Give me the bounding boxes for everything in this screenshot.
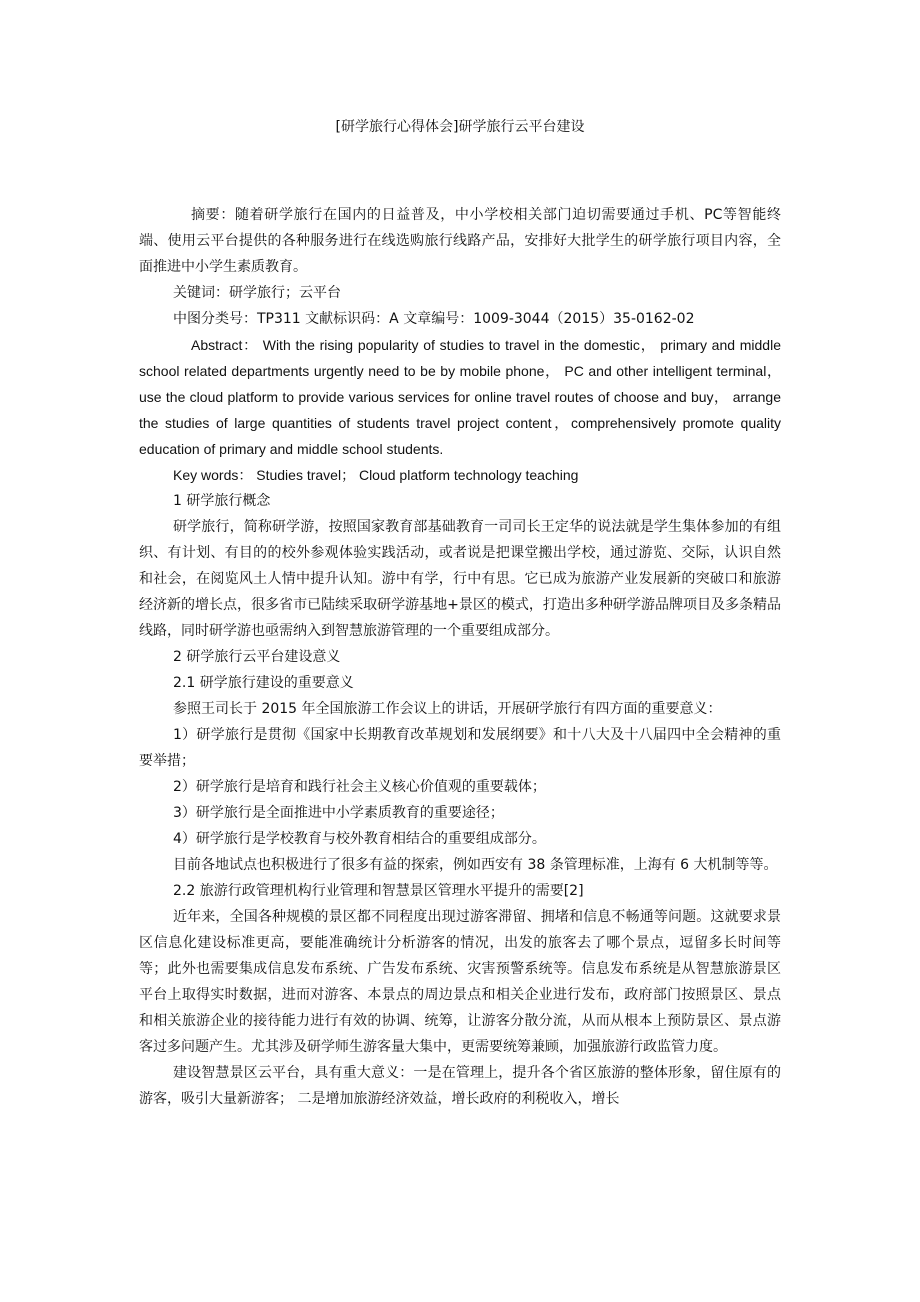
point-1: 1）研学旅行是贯彻《国家中长期教育改革规划和发展纲要》和十八大及十八届四中全会精神的重要举措； xyxy=(139,727,781,769)
abstract-cn: 摘要：随着研学旅行在国内的日益普及，中小学校相关部门迫切需要通过手机、PC等智能终端、使用云平台提供的各种服务进行在线选购旅行线路产品，安排好大批学生的研学旅行项目内容，全面推进中小学生素质教育。 xyxy=(139,207,781,275)
section-2-2-paragraph-2: 建设智慧景区云平台，具有重大意义：一是在管理上，提升各个省区旅游的整体形象，留住原有的游客，吸引大量新游客； 二是增加旅游经济效益，增长政府的利税收入，增长 xyxy=(139,1065,781,1107)
point-4: 4）研学旅行是学校教育与校外教育相结合的重要组成部分。 xyxy=(173,831,546,847)
keywords-en: Key words： Studies travel； Cloud platform technology teaching xyxy=(173,467,579,483)
keywords-cn: 关键词：研学旅行；云平台 xyxy=(173,285,341,301)
point-2: 2）研学旅行是培育和践行社会主义核心价值观的重要载体； xyxy=(173,779,546,795)
section-2-1-intro: 参照王司长于 2015 年全国旅游工作会议上的讲话，开展研学旅行有四方面的重要意义： xyxy=(173,701,722,717)
document-body xyxy=(139,202,781,1112)
section-1-heading: 1 研学旅行概念 xyxy=(173,493,271,509)
section-2-2-paragraph-1: 近年来，全国各种规模的景区都不同程度出现过游客滞留、拥堵和信息不畅通等问题。这就要求景区信息化建设标准更高，要能准确统计分析游客的情况，出发的旅客去了哪个景点，逗留多长时间等等；此外也需要集成信息发布系统、广告发布系统、灾害预警系统等。信息发布系统是从智慧旅游景区平台上取得实时数据，进而对游客、本景点的周边景点和相关企业进行发布，政府部门按照景区、景点和相关旅游企业的接待能力进行有效的协调、统筹，让游客分散分流，从而从根本上预防景区、景点游客过多问题产生。尤其涉及研学师生游客量大集中，更需要统筹兼顾，加强旅游行政监管力度。 xyxy=(139,909,781,1055)
abstract-en: Abstract： With the rising popularity of studies to travel in the domestic， primary and middle school related departments urgently need to be by mobile phone， PC and other intelligent terminal， use the cloud platform to provide various services for online travel routes of choose and buy， arrange the studies of large quantities of students travel project content，comprehensively promote quality education of primary and middle school students. xyxy=(139,337,781,457)
classification-line: 中图分类号：TP311 文献标识码：A 文章编号：1009-3044（2015）35-0162-02 xyxy=(173,311,695,327)
section-2-1-outro: 目前各地试点也积极进行了很多有益的探索，例如西安有 38 条管理标准，上海有 6 大机制等等。 xyxy=(173,857,778,873)
section-2-1-heading: 2.1 研学旅行建设的重要意义 xyxy=(173,675,354,691)
document-title: [研学旅行心得体会]研学旅行云平台建设 xyxy=(335,119,585,135)
point-3: 3）研学旅行是全面推进中小学素质教育的重要途径； xyxy=(173,805,504,821)
section-2-2-heading: 2.2 旅游行政管理机构行业管理和智慧景区管理水平提升的需要[2] xyxy=(173,883,584,899)
section-1-paragraph: 研学旅行，简称研学游，按照国家教育部基础教育一司司长王定华的说法就是学生集体参加的有组织、有计划、有目的的校外参观体验实践活动，或者说是把课堂搬出学校，通过游览、交际，认识自然和社会，在阅览风土人情中提升认知。游中有学，行中有思。它已成为旅游产业发展新的突破口和旅游经济新的增长点，很多省市已陆续采取研学游基地+景区的模式，打造出多种研学游品牌项目及多条精品线路，同时研学游也亟需纳入到智慧旅游管理的一个重要组成部分。 xyxy=(139,519,781,639)
section-2-heading: 2 研学旅行云平台建设意义 xyxy=(173,649,341,665)
